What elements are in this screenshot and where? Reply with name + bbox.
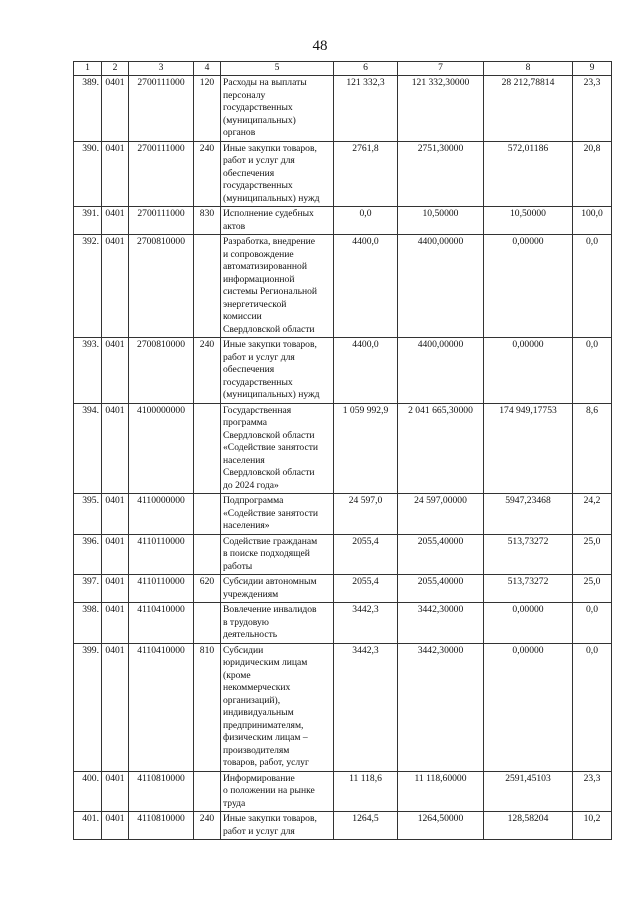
- expense-type: 830: [194, 207, 221, 235]
- target-code: 4110000000: [129, 494, 194, 535]
- target-code: 4110810000: [129, 812, 194, 840]
- row-name-line: Иные закупки товаров,: [223, 813, 317, 824]
- row-name-line: труда: [223, 797, 246, 809]
- row-name-line: некоммерческих: [223, 682, 291, 693]
- execution-percent: 0,0: [573, 643, 612, 771]
- row-name-line: Исполнение судебных: [223, 208, 314, 219]
- adjusted-amount: 2 041 665,30000: [398, 403, 484, 494]
- column-header: 9: [573, 62, 612, 76]
- executed-amount: 572,01186: [484, 141, 573, 207]
- target-code: 2700111000: [129, 207, 194, 235]
- row-name-line: учреждениям: [223, 588, 279, 600]
- section-code: 0401: [102, 812, 129, 840]
- row-name-line: (кроме: [223, 669, 251, 681]
- executed-amount: 174 949,17753: [484, 403, 573, 494]
- planned-amount: 2055,4: [334, 534, 398, 575]
- row-number: 400.: [74, 771, 102, 812]
- row-name-line: и сопровождение: [223, 248, 294, 260]
- adjusted-amount: 2055,40000: [398, 534, 484, 575]
- executed-amount: 0,00000: [484, 338, 573, 404]
- adjusted-amount: 24 597,00000: [398, 494, 484, 535]
- expense-type: 810: [194, 643, 221, 771]
- row-name: [221, 771, 334, 812]
- table-body: [74, 76, 612, 840]
- row-name-line: деятельность: [223, 629, 278, 640]
- planned-amount: 4400,0: [334, 338, 398, 404]
- row-name-line: Субсидии: [223, 644, 264, 656]
- planned-amount: 4400,0: [334, 235, 398, 338]
- row-name-line: Свердловской области: [223, 429, 315, 441]
- row-name-line: «Содействие занятости: [223, 442, 319, 453]
- column-header: 6: [334, 62, 398, 76]
- planned-amount: 3442,3: [334, 643, 398, 771]
- section-code: 0401: [102, 534, 129, 575]
- row-name-line: Иные закупки товаров,: [223, 339, 317, 350]
- row-name-line: работ и услуг для: [223, 825, 295, 837]
- planned-amount: 2055,4: [334, 575, 398, 603]
- row-name-line: программа: [223, 417, 268, 428]
- column-header: 5: [221, 62, 334, 76]
- expense-type: [194, 603, 221, 644]
- row-name-line: государственных: [223, 102, 293, 113]
- executed-amount: 0,00000: [484, 235, 573, 338]
- row-name-line: системы Региональной: [223, 286, 318, 297]
- execution-percent: 0,0: [573, 603, 612, 644]
- row-name-line: Свердловской области: [223, 467, 315, 478]
- planned-amount: 1 059 992,9: [334, 403, 398, 494]
- table-row: [74, 575, 612, 603]
- adjusted-amount: 4400,00000: [398, 338, 484, 404]
- table-row: [74, 494, 612, 535]
- row-name: [221, 207, 334, 235]
- planned-amount: 24 597,0: [334, 494, 398, 535]
- table-row: [74, 141, 612, 207]
- row-number: 392.: [74, 235, 102, 338]
- row-name-line: персоналу: [223, 89, 266, 101]
- section-code: 0401: [102, 207, 129, 235]
- column-header: 4: [194, 62, 221, 76]
- adjusted-amount: 2055,40000: [398, 575, 484, 603]
- executed-amount: 5947,23468: [484, 494, 573, 535]
- row-name-line: обеспечения: [223, 167, 275, 179]
- row-name-line: индивидуальным: [223, 707, 294, 718]
- row-number: 401.: [74, 812, 102, 840]
- row-name-line: государственных: [223, 180, 293, 191]
- table-row: [74, 534, 612, 575]
- execution-percent: 0,0: [573, 235, 612, 338]
- table-row: [74, 235, 612, 338]
- planned-amount: 0,0: [334, 207, 398, 235]
- row-name-line: о положении на рынке: [223, 785, 315, 796]
- row-name-line: государственных: [223, 376, 293, 388]
- row-name-line: обеспечения: [223, 364, 275, 375]
- section-code: 0401: [102, 603, 129, 644]
- adjusted-amount: 3442,30000: [398, 603, 484, 644]
- row-name-line: Вовлечение инвалидов: [223, 604, 317, 615]
- target-code: 4110810000: [129, 771, 194, 812]
- row-name-line: Государственная: [223, 404, 292, 416]
- row-name-line: комиссии: [223, 311, 262, 322]
- execution-percent: 25,0: [573, 534, 612, 575]
- section-code: 0401: [102, 771, 129, 812]
- section-code: 0401: [102, 76, 129, 142]
- row-name-line: органов: [223, 127, 256, 138]
- executed-amount: 513,73272: [484, 575, 573, 603]
- budget-table: [73, 61, 612, 840]
- row-number: 398.: [74, 603, 102, 644]
- execution-percent: 24,2: [573, 494, 612, 535]
- target-code: 4110110000: [129, 575, 194, 603]
- executed-amount: 0,00000: [484, 643, 573, 771]
- planned-amount: 3442,3: [334, 603, 398, 644]
- column-header: 7: [398, 62, 484, 76]
- row-name: [221, 338, 334, 404]
- table-row: [74, 812, 612, 840]
- row-name-line: Подпрограмма: [223, 495, 284, 506]
- row-number: 396.: [74, 534, 102, 575]
- row-number: 391.: [74, 207, 102, 235]
- row-name-line: предпринимателям,: [223, 719, 304, 731]
- section-code: 0401: [102, 494, 129, 535]
- adjusted-amount: 121 332,30000: [398, 76, 484, 142]
- adjusted-amount: 1264,50000: [398, 812, 484, 840]
- planned-amount: 2761,8: [334, 141, 398, 207]
- row-name-line: до 2024 года»: [223, 479, 279, 491]
- row-name: [221, 494, 334, 535]
- expense-type: 120: [194, 76, 221, 142]
- row-name: [221, 643, 334, 771]
- row-name: [221, 235, 334, 338]
- row-number: 389.: [74, 76, 102, 142]
- executed-amount: 2591,45103: [484, 771, 573, 812]
- row-name-line: работ и услуг для: [223, 351, 295, 363]
- execution-percent: 25,0: [573, 575, 612, 603]
- table-row: [74, 338, 612, 404]
- section-code: 0401: [102, 338, 129, 404]
- adjusted-amount: 10,50000: [398, 207, 484, 235]
- row-name: [221, 403, 334, 494]
- row-name-line: Иные закупки товаров,: [223, 142, 317, 154]
- target-code: 2700810000: [129, 235, 194, 338]
- row-name: [221, 603, 334, 644]
- expense-type: 240: [194, 338, 221, 404]
- row-name-line: Расходы на выплаты: [223, 77, 307, 88]
- planned-amount: 11 118,6: [334, 771, 398, 812]
- row-name-line: Содействие гражданам: [223, 535, 318, 547]
- row-name: [221, 534, 334, 575]
- execution-percent: 0,0: [573, 338, 612, 404]
- execution-percent: 23,3: [573, 771, 612, 812]
- header-row: [74, 62, 612, 76]
- row-name: [221, 76, 334, 142]
- row-number: 394.: [74, 403, 102, 494]
- expense-type: 240: [194, 141, 221, 207]
- row-name-line: населения»: [223, 520, 270, 531]
- row-number: 399.: [74, 643, 102, 771]
- row-name-line: работ и услуг для: [223, 155, 295, 166]
- row-number: 397.: [74, 575, 102, 603]
- row-name-line: организаций),: [223, 694, 281, 706]
- execution-percent: 100,0: [573, 207, 612, 235]
- executed-amount: 128,58204: [484, 812, 573, 840]
- row-name-line: Субсидии автономным: [223, 576, 317, 587]
- row-number: 393.: [74, 338, 102, 404]
- row-name-line: информационной: [223, 273, 295, 285]
- adjusted-amount: 3442,30000: [398, 643, 484, 771]
- column-header: 2: [102, 62, 129, 76]
- row-name-line: физическим лицам –: [223, 732, 308, 743]
- row-name-line: (муниципальных): [223, 114, 296, 126]
- table-row: [74, 207, 612, 235]
- executed-amount: 513,73272: [484, 534, 573, 575]
- executed-amount: 10,50000: [484, 207, 573, 235]
- row-name-line: в трудовую: [223, 616, 269, 628]
- section-code: 0401: [102, 643, 129, 771]
- row-number: 395.: [74, 494, 102, 535]
- planned-amount: 1264,5: [334, 812, 398, 840]
- executed-amount: 28 212,78814: [484, 76, 573, 142]
- target-code: 4110110000: [129, 534, 194, 575]
- row-name: [221, 575, 334, 603]
- row-name-line: юридическим лицам: [223, 657, 308, 668]
- target-code: 2700810000: [129, 338, 194, 404]
- expense-type: 240: [194, 812, 221, 840]
- row-name-line: работы: [223, 560, 253, 572]
- adjusted-amount: 4400,00000: [398, 235, 484, 338]
- row-name-line: энергетической: [223, 298, 287, 310]
- table-row: [74, 76, 612, 142]
- target-code: 4110410000: [129, 603, 194, 644]
- row-name-line: автоматизированной: [223, 261, 307, 272]
- page-number: 48: [312, 38, 328, 54]
- execution-percent: 8,6: [573, 403, 612, 494]
- table-row: [74, 771, 612, 812]
- row-name-line: актов: [223, 220, 246, 232]
- row-name-line: производителям: [223, 744, 290, 756]
- expense-type: [194, 494, 221, 535]
- adjusted-amount: 11 118,60000: [398, 771, 484, 812]
- target-code: 2700111000: [129, 76, 194, 142]
- table-row: [74, 643, 612, 771]
- row-name-line: товаров, работ, услуг: [223, 757, 309, 768]
- row-name-line: в поиске подходящей: [223, 548, 310, 559]
- row-name: [221, 141, 334, 207]
- table-row: [74, 403, 612, 494]
- planned-amount: 121 332,3: [334, 76, 398, 142]
- row-name-line: Информирование: [223, 772, 295, 784]
- expense-type: [194, 771, 221, 812]
- column-header: 8: [484, 62, 573, 76]
- row-name: [221, 812, 334, 840]
- row-name-line: Свердловской области: [223, 323, 315, 335]
- row-name-line: «Содействие занятости: [223, 507, 319, 519]
- execution-percent: 10,2: [573, 812, 612, 840]
- expense-type: [194, 235, 221, 338]
- target-code: 4100000000: [129, 403, 194, 494]
- execution-percent: 20,8: [573, 141, 612, 207]
- target-code: 4110410000: [129, 643, 194, 771]
- section-code: 0401: [102, 403, 129, 494]
- section-code: 0401: [102, 575, 129, 603]
- expense-type: 620: [194, 575, 221, 603]
- table-row: [74, 603, 612, 644]
- expense-type: [194, 403, 221, 494]
- row-name-line: (муниципальных) нужд: [223, 192, 320, 204]
- row-name-line: населения: [223, 454, 265, 466]
- section-code: 0401: [102, 141, 129, 207]
- execution-percent: 23,3: [573, 76, 612, 142]
- column-header: 3: [129, 62, 194, 76]
- row-number: 390.: [74, 141, 102, 207]
- column-header: 1: [74, 62, 102, 76]
- expense-type: [194, 534, 221, 575]
- row-name-line: (муниципальных) нужд: [223, 389, 320, 400]
- section-code: 0401: [102, 235, 129, 338]
- target-code: 2700111000: [129, 141, 194, 207]
- row-name-line: Разработка, внедрение: [223, 236, 316, 247]
- adjusted-amount: 2751,30000: [398, 141, 484, 207]
- executed-amount: 0,00000: [484, 603, 573, 644]
